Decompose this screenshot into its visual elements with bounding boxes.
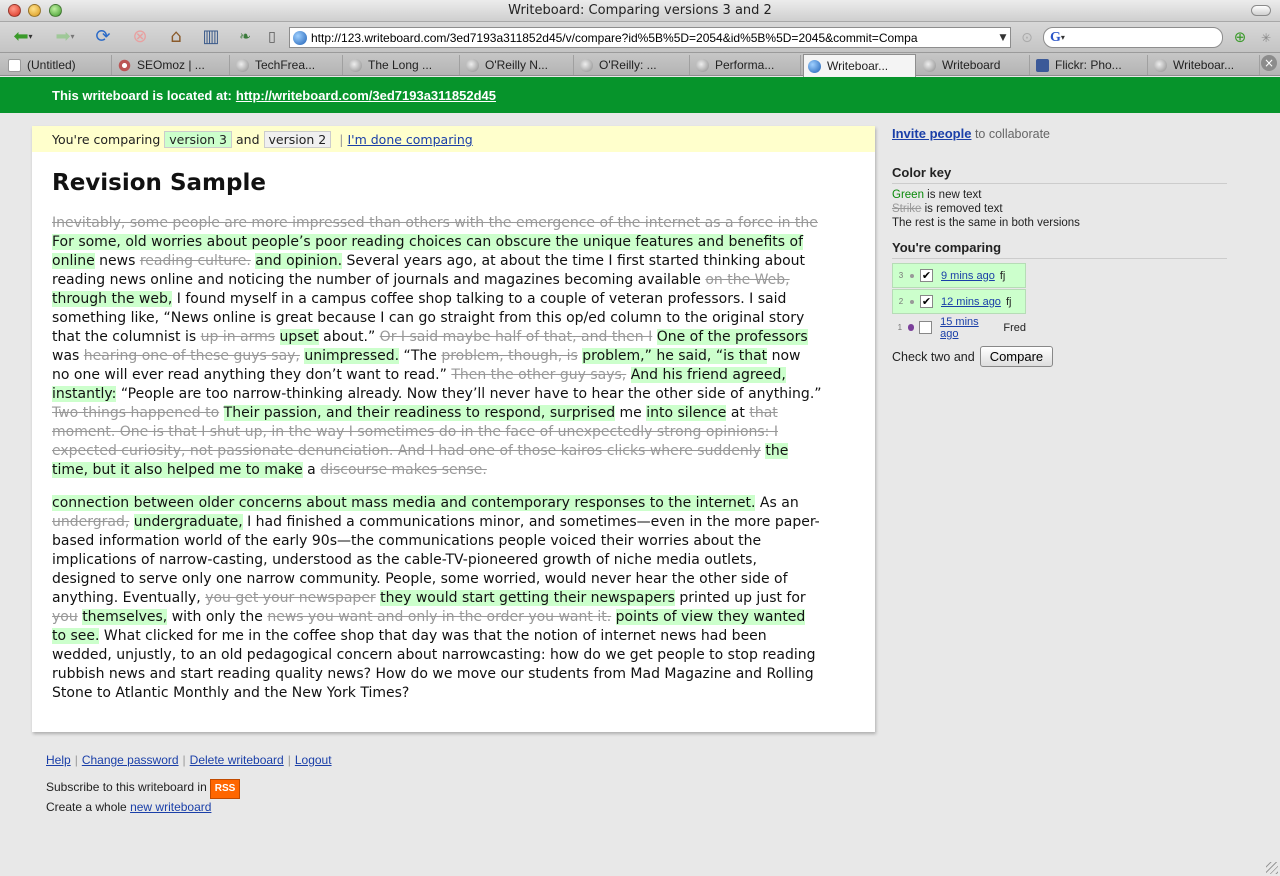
tab-label: O'Reilly: ... bbox=[599, 58, 657, 72]
tab-label: O'Reilly N... bbox=[485, 58, 548, 72]
removed-text: you get your newspaper bbox=[205, 590, 376, 606]
close-tab-icon[interactable]: × bbox=[1261, 55, 1277, 71]
activity-spinner-icon: ✳ bbox=[1260, 30, 1272, 45]
inserted-text: themselves, bbox=[82, 609, 168, 625]
document-panel bbox=[32, 126, 875, 732]
removed-text: reading culture. bbox=[139, 253, 251, 269]
globe-icon bbox=[466, 59, 479, 72]
tab-label: Writeboar... bbox=[1173, 58, 1235, 72]
sidebar bbox=[892, 126, 1232, 367]
globe-icon bbox=[923, 59, 936, 72]
home-icon[interactable]: ⌂ bbox=[170, 26, 182, 47]
writeboard-icon bbox=[808, 60, 821, 73]
inserted-text: upset bbox=[279, 329, 319, 345]
url-text[interactable]: http://123.writeboard.com/3ed7193a311852d45/v/compare?id%5B%5D=2054&id%5B%5D=2045&commit=Compa bbox=[311, 30, 918, 45]
version-author: fj bbox=[1005, 295, 1012, 308]
removed-text: up in arms bbox=[200, 329, 276, 345]
version-checkbox[interactable]: ✔ bbox=[921, 296, 932, 308]
resize-grip-icon[interactable] bbox=[1266, 862, 1278, 874]
invite-people-link[interactable]: Invite people bbox=[892, 126, 972, 141]
tab-label: The Long ... bbox=[368, 58, 433, 72]
removed-text: you bbox=[52, 609, 78, 625]
tab-3[interactable] bbox=[345, 55, 460, 75]
rest-key-desc: The rest is the same in both versions bbox=[892, 217, 1080, 229]
color-key bbox=[892, 165, 1232, 230]
footer-link-logout[interactable]: Logout bbox=[294, 753, 332, 767]
unchanged-text: at bbox=[726, 405, 750, 421]
invite-suffix: to collaborate bbox=[974, 127, 1051, 141]
footer-links bbox=[46, 753, 332, 767]
tab-bar bbox=[0, 52, 1280, 76]
compare-prefix: You're comparing bbox=[52, 132, 161, 147]
globe-icon bbox=[580, 59, 593, 72]
google-icon[interactable]: G bbox=[1050, 29, 1061, 45]
footer-separator: | bbox=[74, 753, 78, 767]
tab-7[interactable] bbox=[803, 54, 916, 77]
search-engine-dropdown-icon[interactable]: ▾ bbox=[1060, 33, 1065, 42]
new-writeboard-link[interactable]: new writeboard bbox=[130, 800, 212, 814]
comparing-heading: You're comparing bbox=[892, 240, 1227, 259]
footer-link-change-password[interactable]: Change password bbox=[81, 753, 179, 767]
version-row bbox=[892, 315, 1026, 340]
inserted-text: and opinion. bbox=[255, 253, 343, 269]
unchanged-text: I found myself in a campus coffee shop talking to a couple of veteran professors. I said something like, “News online is great because I can go straight from this op/ed column to the original story that the columnist is bbox=[52, 291, 805, 345]
inserted-text: undergraduate, bbox=[133, 514, 243, 530]
green-key-desc: is new text bbox=[927, 189, 982, 201]
removed-text: hearing one of these guys say, bbox=[83, 348, 300, 364]
bookmarks-icon[interactable]: ▥ bbox=[202, 26, 220, 47]
unchanged-text: me bbox=[615, 405, 647, 421]
removed-text: news you want and only in the order you want it. bbox=[267, 609, 612, 625]
footer-separator: | bbox=[182, 753, 186, 767]
inserted-text: into silence bbox=[646, 405, 727, 421]
tab-0[interactable] bbox=[4, 55, 112, 75]
compare-button[interactable]: Compare bbox=[980, 346, 1053, 367]
footer-link-delete-writeboard[interactable]: Delete writeboard bbox=[189, 753, 284, 767]
color-key-heading: Color key bbox=[892, 165, 1227, 184]
forward-arrow-icon[interactable]: ➡ ▾ bbox=[55, 26, 75, 47]
document-icon bbox=[696, 59, 709, 72]
gear-icon bbox=[118, 59, 131, 72]
globe-icon bbox=[236, 59, 249, 72]
strike-key-word: Strike bbox=[892, 203, 922, 215]
tab-5[interactable] bbox=[576, 55, 690, 75]
tab-label: (Untitled) bbox=[27, 58, 76, 72]
version-checkbox[interactable]: ✔ bbox=[921, 270, 932, 282]
removed-text: Then the other guy says, bbox=[451, 367, 627, 383]
create-text: Create a whole bbox=[46, 800, 127, 814]
unchanged-text: What clicked for me in the coffee shop that day was that the notion of internet news had been wedded, unjustly, to an old pedagogical concern about narrowcasting: how do we get people to stop reading rubbish news and start reading quality news? How do we move our students from Mad Magazine and Rolling Stone to Atlantic Monthly and the New York Times? bbox=[52, 628, 816, 701]
inserted-text: the time, but it also helped me to make bbox=[52, 443, 789, 478]
tab-label: Performa... bbox=[715, 58, 775, 72]
version-number: 1 bbox=[897, 323, 903, 332]
unchanged-text: with only the bbox=[167, 609, 268, 625]
unchanged-text: about.” bbox=[318, 329, 380, 345]
inserted-text: points of view they wanted to see. bbox=[52, 609, 806, 644]
inserted-text: connection between older concerns about mass media and contemporary responses to the internet. bbox=[52, 495, 756, 511]
unchanged-text: I had finished a communications minor, and sometimes—even in the more paper-based information world of the early 90s—the communications people voiced their worries about the implications of narrow-casting, understood as the cable-TV-pioneered growth of niche media outlets, designed to serve only one narrow community. People, some worried, would never hear the other side of anything. Eventually, bbox=[52, 514, 820, 606]
version-row bbox=[892, 263, 1026, 288]
compare-line bbox=[892, 346, 1232, 367]
unchanged-text bbox=[219, 405, 223, 421]
tab-label: Writeboar... bbox=[827, 59, 889, 73]
inserted-text: unimpressed. bbox=[304, 348, 400, 364]
banner-text: This writeboard is located at: bbox=[52, 88, 232, 103]
version-number: 2 bbox=[898, 297, 904, 306]
leaf-icon[interactable]: ❧ bbox=[239, 29, 251, 45]
footer-separator: | bbox=[287, 753, 291, 767]
tab-label: Writeboard bbox=[942, 58, 1001, 72]
check-two-text: Check two and bbox=[892, 349, 975, 364]
facebook-icon bbox=[1036, 59, 1049, 72]
version-dot-icon bbox=[910, 274, 914, 278]
removed-text: Inevitably, some people are more impressed than others with the emergence of the internet as a force in the bbox=[52, 215, 818, 231]
tab-label: SEOmoz | ... bbox=[137, 58, 205, 72]
version-picker bbox=[892, 240, 1232, 367]
search-box[interactable] bbox=[1043, 27, 1223, 48]
blank-page-icon bbox=[8, 59, 21, 72]
add-icon[interactable]: ⊕ bbox=[1233, 28, 1247, 46]
strike-key-desc: is removed text bbox=[924, 203, 1003, 215]
green-key-word: Green bbox=[892, 189, 924, 201]
tab-2[interactable] bbox=[232, 55, 343, 75]
version-author: fj bbox=[999, 269, 1006, 282]
back-arrow-icon[interactable]: ⬅ ▾ bbox=[13, 26, 33, 47]
version-number: 3 bbox=[898, 271, 904, 280]
history-dropdown-icon[interactable]: ▼ bbox=[999, 32, 1007, 43]
globe-icon bbox=[1154, 59, 1167, 72]
inserted-text: problem,” he said, “is that bbox=[582, 348, 768, 364]
document-title: Revision Sample bbox=[52, 170, 266, 196]
window-titlebar bbox=[0, 0, 1280, 22]
compare-separator: | bbox=[339, 132, 344, 147]
unchanged-text: a bbox=[302, 462, 321, 478]
footer-link-help[interactable]: Help bbox=[46, 753, 71, 767]
page-icon bbox=[349, 59, 362, 72]
inserted-text: through the web, bbox=[52, 291, 173, 307]
unchanged-text: printed up just for bbox=[674, 590, 806, 606]
diff-paragraph-2 bbox=[52, 494, 822, 703]
writeboard-url-link[interactable]: http://writeboard.com/3ed7193a311852d45 bbox=[235, 88, 496, 103]
compare-bar bbox=[32, 126, 875, 152]
done-comparing-link[interactable]: I'm done comparing bbox=[347, 132, 473, 147]
removed-text: problem, though, is bbox=[441, 348, 578, 364]
tab-6[interactable] bbox=[692, 55, 801, 75]
window-title: Writeboard: Comparing versions 3 and 2 bbox=[508, 3, 772, 18]
globe-icon bbox=[293, 31, 307, 45]
version-time-link[interactable]: 12 mins ago bbox=[941, 295, 1001, 308]
tab-9[interactable] bbox=[1032, 55, 1148, 75]
version-checkbox[interactable] bbox=[919, 321, 932, 334]
inserted-text: And his friend agreed, instantly: bbox=[52, 367, 786, 402]
toolbar-toggle-button[interactable] bbox=[1251, 5, 1271, 16]
version-dot-icon bbox=[910, 300, 914, 304]
removed-text: undergrad, bbox=[52, 514, 130, 530]
invite-line bbox=[892, 126, 1232, 141]
inserted-text: Their passion, and their readiness to respond, surprised bbox=[223, 405, 616, 421]
tab-label: TechFrea... bbox=[255, 58, 316, 72]
page-icon[interactable]: ▯ bbox=[268, 29, 276, 45]
url-bar[interactable] bbox=[289, 27, 1011, 48]
unchanged-text bbox=[275, 329, 279, 345]
rss-badge[interactable]: RSS bbox=[210, 779, 241, 799]
version-dot-icon bbox=[908, 324, 915, 331]
version-author: Fred bbox=[1003, 321, 1026, 334]
version-time-link[interactable]: 15 mins ago bbox=[940, 315, 979, 340]
version-a-badge: version 3 bbox=[164, 131, 232, 148]
tab-8[interactable] bbox=[919, 55, 1030, 75]
unchanged-text: “The bbox=[399, 348, 442, 364]
version-row bbox=[892, 289, 1026, 314]
unchanged-text: now no one will ever read anything they don’t want to read.” bbox=[52, 348, 801, 383]
removed-text: on the Web, bbox=[705, 272, 790, 288]
unchanged-text: As an bbox=[755, 495, 799, 511]
compare-and: and bbox=[236, 132, 260, 147]
reload-icon[interactable]: ⟳ bbox=[95, 26, 111, 47]
subscribe-text: Subscribe to this writeboard in bbox=[46, 780, 207, 794]
removed-text: Or I said maybe half of that, and then I bbox=[379, 329, 653, 345]
tab-10[interactable] bbox=[1150, 55, 1260, 75]
unchanged-text: Several years ago, at about the time I first started thinking about reading news online and noticing the number of journals and magazines becoming available bbox=[52, 253, 806, 288]
inserted-text: they would start getting their newspapers bbox=[380, 590, 675, 606]
unchanged-text: news bbox=[94, 253, 140, 269]
stop-icon[interactable]: ⊗ bbox=[132, 26, 148, 47]
unchanged-text: was bbox=[52, 348, 84, 364]
inserted-text: One of the professors bbox=[656, 329, 808, 345]
removed-text: discourse makes sense. bbox=[320, 462, 487, 478]
tab-4[interactable] bbox=[462, 55, 574, 75]
tab-1[interactable] bbox=[114, 55, 230, 75]
footer bbox=[46, 753, 332, 815]
tab-label: Flickr: Pho... bbox=[1055, 58, 1122, 72]
version-list bbox=[892, 263, 1232, 340]
location-banner bbox=[0, 77, 1280, 113]
unchanged-text: “People are too narrow-thinking already. Now they’ll never have to hear the other side of anything.” bbox=[116, 386, 822, 402]
removed-text: that moment. One is that I shut up, in the way I sometimes do in the face of unexpectedly strong opinions: I expected curiosity, not passionate denunciation. And I had one of those kairos clicks where suddenly bbox=[52, 405, 778, 459]
inserted-text: For some, old worries about people’s poor reading choices can obscure the unique features and benefits of online bbox=[52, 234, 804, 269]
version-b-badge: version 2 bbox=[264, 131, 332, 148]
diff-paragraph-1 bbox=[52, 214, 822, 480]
removed-text: Two things happened to bbox=[52, 405, 220, 421]
version-time-link[interactable]: 9 mins ago bbox=[941, 269, 995, 282]
go-arrow-icon[interactable]: ⊙ bbox=[1021, 29, 1033, 46]
unchanged-text bbox=[611, 609, 615, 625]
